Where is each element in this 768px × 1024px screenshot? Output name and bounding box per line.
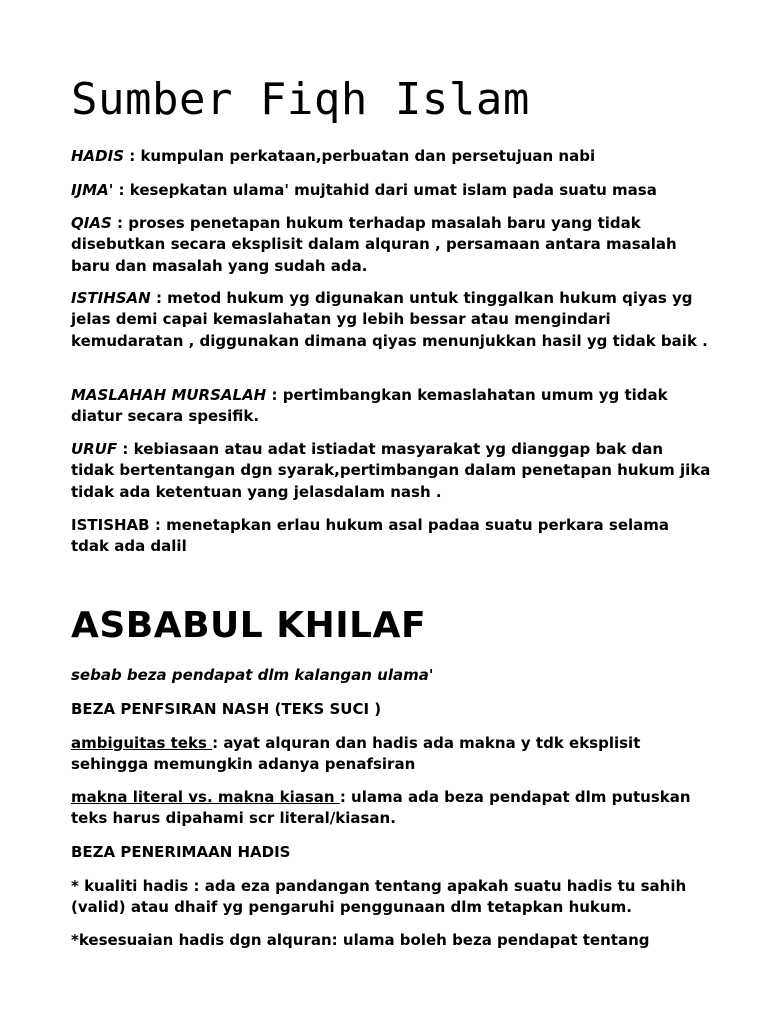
entry-separator: : bbox=[150, 289, 168, 307]
entry-term: HADIS bbox=[71, 147, 124, 165]
entry-term: URUF bbox=[71, 440, 118, 458]
item-kesesuaian-hadis: *kesesuaian hadis dgn alquran: ulama boleh beza pendapat tentang bbox=[71, 931, 650, 949]
section-title-asbabul-khilaf: ASBABUL KHILAF bbox=[71, 605, 427, 646]
item-term: ambiguitas teks bbox=[71, 734, 213, 752]
section-subtitle: sebab beza pendapat dlm kalangan ulama' bbox=[71, 666, 434, 684]
entry-separator: : bbox=[124, 147, 141, 165]
entry-term: ISTIHSAN bbox=[71, 289, 151, 307]
item-term: makna literal vs. makna kiasan bbox=[71, 788, 340, 806]
entry-text: metod hukum yg digunakan untuk tinggalkan hukum qiyas yg jelas demi capai kemaslahatan yg lebih bessar atau mengindari kemudaratan , diggunakan dimana qiyas menunjukkan hasil yg tidak baik . bbox=[71, 289, 708, 350]
entry-uruf bbox=[71, 439, 711, 503]
entry-text: menetapkan erlau hukum asal padaa suatu perkara selama tdak ada dalil bbox=[71, 516, 670, 556]
entry-separator: : bbox=[117, 440, 134, 458]
item-kualiti-hadis: * kualiti hadis : ada eza pandangan tentang apakah suatu hadis tu sahih (valid) atau dhaif yg pengaruhi penggunaan dlm tetapkan hukum. bbox=[71, 877, 687, 917]
section-title-sumber-fiqh: Sumber Fiqh Islam bbox=[71, 74, 530, 125]
entry-text: kumpulan perkataan,perbuatan dan persetujuan nabi bbox=[140, 147, 596, 165]
subheading-penerimaan-hadis: BEZA PENERIMAAN HADIS bbox=[71, 843, 291, 861]
entry-term: IJMA' bbox=[71, 181, 114, 199]
entry-term: MASLAHAH MURSALAH bbox=[71, 386, 267, 404]
entry-qias bbox=[71, 213, 711, 277]
subheading-penafsiran-nash: BEZA PENFSIRAN NASH (TEKS SUCI ) bbox=[71, 700, 382, 718]
entry-istihsan bbox=[71, 288, 711, 352]
item-text: : ulama ada beza pendapat dlm putuskan teks harus dipahami scr literal/kiasan. bbox=[71, 788, 691, 828]
entry-text: pertimbangkan kemaslahatan umum yg tidak diatur secara spesifik. bbox=[71, 386, 668, 426]
entry-istishab bbox=[71, 515, 711, 558]
entry-separator: : bbox=[149, 516, 167, 534]
entry-term: ISTISHAB bbox=[71, 516, 150, 534]
entry-maslahah-mursalah bbox=[71, 385, 711, 428]
entry-text: kesepkatan ulama' mujtahid dari umat islam pada suatu masa bbox=[129, 181, 657, 199]
item-makna-literal bbox=[71, 787, 711, 830]
item-text: : ayat alquran dan hadis ada makna y tdk eksplisit sehingga memungkin adanya penafsiran bbox=[71, 734, 641, 774]
entry-separator: : bbox=[111, 214, 129, 232]
entry-text: proses penetapan hukum terhadap masalah baru yang tidak disebutkan secara eksplisit dalam alquran , persamaan antara masalah baru dan masalah yang sudah ada. bbox=[71, 214, 677, 275]
entry-term: QIAS bbox=[71, 214, 112, 232]
entry-separator: : bbox=[113, 181, 130, 199]
item-ambiguitas-teks bbox=[71, 733, 711, 776]
entry-hadis bbox=[71, 146, 711, 167]
entry-text: kebiasaan atau adat istiadat masyarakat yg dianggap bak dan tidak bertentangan dgn syarak,pertimbangan dalam penetapan hukum jika tidak ada ketentuan yang jelasdalam nash . bbox=[71, 440, 711, 501]
entry-separator: : bbox=[266, 386, 283, 404]
entry-ijma bbox=[71, 180, 711, 201]
